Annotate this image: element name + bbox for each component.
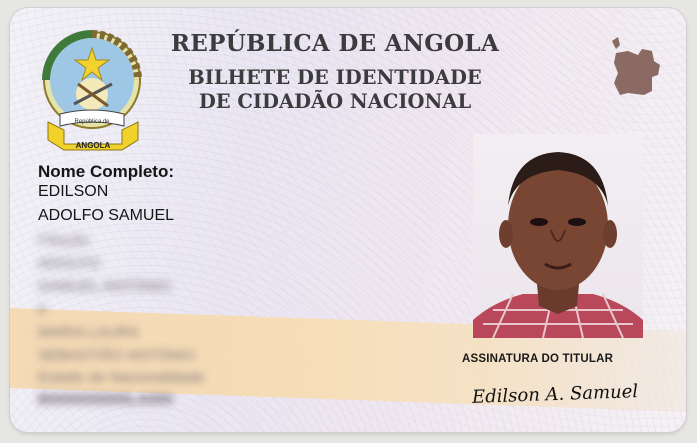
emblem-book-text: República de xyxy=(74,119,110,125)
redacted-field: SAMUEL ANTÓNIO xyxy=(38,278,171,295)
country-title: REPÚBLICA DE ANGOLA xyxy=(170,30,500,57)
redacted-field: Estado de Nacionalidade xyxy=(38,369,205,386)
portrait-image xyxy=(473,134,643,338)
angola-coat-of-arms-icon xyxy=(34,22,152,154)
redacted-field: e xyxy=(38,301,47,318)
document-title-line2: DE CIDADÃO NACIONAL xyxy=(198,90,472,113)
redacted-field: ADOLFO xyxy=(38,255,100,272)
redacted-field: Filiação xyxy=(38,232,90,249)
angola-map-icon xyxy=(608,35,664,99)
redacted-field: MARIA LAURA xyxy=(38,324,139,341)
document-title-line1: BILHETE DE IDENTIDADE xyxy=(188,66,482,89)
holder-photo xyxy=(473,134,643,338)
id-card xyxy=(10,8,686,432)
redacted-field: BI000000000LA000 xyxy=(38,391,174,408)
first-name: EDILSON xyxy=(38,183,109,200)
redacted-field: SEBASTIÃO ANTÓNIO xyxy=(38,347,195,364)
holder-signature: Edilson A. Samuel xyxy=(471,381,639,408)
emblem-ribbon-text: ANGOLA xyxy=(75,141,111,150)
name-label: Nome Completo: xyxy=(38,162,174,181)
signature-label: ASSINATURA DO TITULAR xyxy=(462,353,614,365)
surname: ADOLFO SAMUEL xyxy=(38,207,175,224)
